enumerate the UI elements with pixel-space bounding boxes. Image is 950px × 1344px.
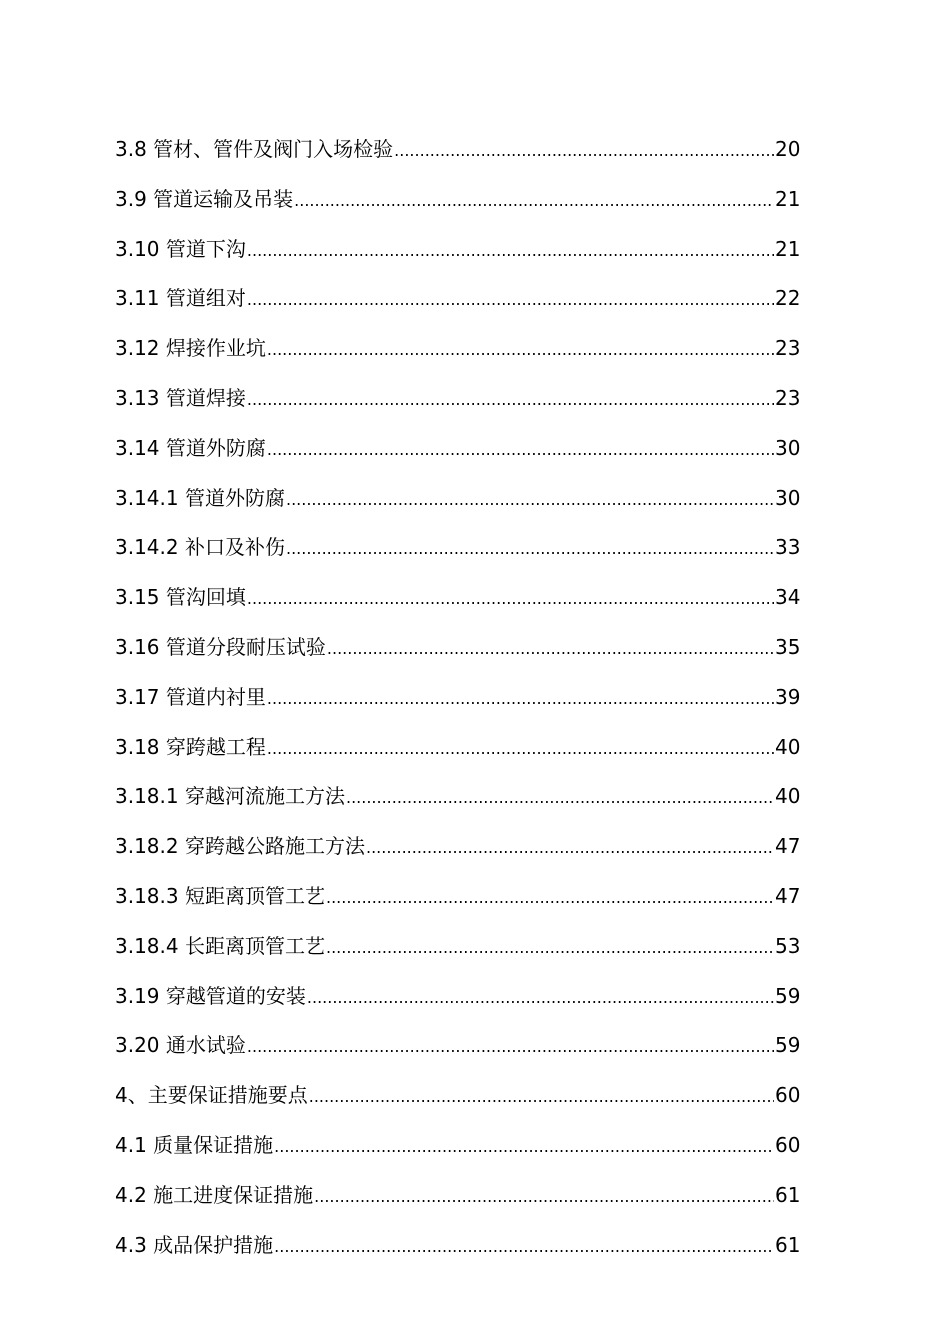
toc-entry[interactable] <box>115 781 805 831</box>
toc-entry[interactable] <box>115 632 805 682</box>
toc-dot-leader <box>314 1182 774 1212</box>
toc-entry-page: 59 <box>775 983 801 1008</box>
toc-entry[interactable] <box>115 1230 805 1280</box>
toc-dot-leader <box>286 534 774 564</box>
toc-entry-title: 4.3 成品保护措施 <box>115 1232 274 1257</box>
toc-entry-title: 3.9 管道运输及吊装 <box>115 186 294 211</box>
toc-entry[interactable] <box>115 184 805 234</box>
toc-entry-title: 3.13 管道焊接 <box>115 385 246 410</box>
toc-entry-title: 3.15 管沟回填 <box>115 585 246 610</box>
toc-dot-leader <box>274 1132 774 1162</box>
toc-entry-title: 3.18.1 穿越河流施工方法 <box>115 784 345 809</box>
toc-entry-page: 34 <box>775 585 801 610</box>
toc-entry-title: 3.14.2 补口及补伤 <box>115 535 285 560</box>
toc-dot-leader <box>294 186 774 216</box>
toc-dot-leader <box>247 285 774 315</box>
toc-dot-leader <box>267 335 774 365</box>
toc-entry[interactable] <box>115 1080 805 1130</box>
toc-dot-leader <box>346 783 774 813</box>
toc-entry[interactable] <box>115 1130 805 1180</box>
toc-entry-page: 61 <box>775 1232 801 1257</box>
toc-entry-title: 3.14.1 管道外防腐 <box>115 485 285 510</box>
toc-entry-page: 23 <box>775 336 801 361</box>
table-of-contents <box>115 134 805 1279</box>
toc-entry-page: 33 <box>775 535 801 560</box>
toc-entry[interactable] <box>115 532 805 582</box>
toc-entry-page: 21 <box>775 236 801 261</box>
toc-entry[interactable] <box>115 582 805 632</box>
toc-entry[interactable] <box>115 234 805 284</box>
toc-entry-title: 4.1 质量保证措施 <box>115 1132 274 1157</box>
toc-entry[interactable] <box>115 881 805 931</box>
toc-entry-title: 3.8 管材、管件及阀门入场检验 <box>115 137 394 161</box>
toc-dot-leader <box>274 1232 774 1262</box>
toc-entry[interactable] <box>115 1030 805 1080</box>
toc-entry-page: 47 <box>775 834 801 859</box>
toc-entry-page: 30 <box>775 435 801 460</box>
toc-entry[interactable] <box>115 134 805 184</box>
toc-dot-leader <box>267 435 774 465</box>
toc-entry[interactable] <box>115 682 805 732</box>
toc-entry-page: 53 <box>775 933 801 958</box>
toc-entry[interactable] <box>115 831 805 881</box>
toc-dot-leader <box>247 236 774 266</box>
toc-entry-page: 47 <box>775 883 801 908</box>
toc-entry-title: 3.20 通水试验 <box>115 1033 246 1058</box>
toc-dot-leader <box>267 684 774 714</box>
toc-entry-title: 3.10 管道下沟 <box>115 236 246 261</box>
toc-entry-title: 3.18.2 穿跨越公路施工方法 <box>115 834 365 859</box>
toc-dot-leader <box>309 1082 774 1112</box>
toc-entry[interactable] <box>115 383 805 433</box>
toc-dot-leader <box>327 634 774 664</box>
toc-entry-page: 23 <box>775 385 801 410</box>
toc-entry-title: 3.18.3 短距离顶管工艺 <box>115 883 325 908</box>
toc-entry-page: 40 <box>775 734 801 759</box>
toc-entry-title: 4、主要保证措施要点 <box>115 1083 308 1108</box>
toc-entry-page: 21 <box>775 186 801 211</box>
toc-entry-title: 3.18 穿跨越工程 <box>115 734 266 759</box>
toc-dot-leader <box>307 983 774 1013</box>
toc-entry-page: 22 <box>775 286 801 311</box>
toc-entry-page: 35 <box>775 634 801 659</box>
toc-entry-page: 40 <box>775 784 801 809</box>
toc-entry[interactable] <box>115 981 805 1031</box>
toc-entry-page: 60 <box>775 1083 801 1108</box>
toc-entry[interactable] <box>115 283 805 333</box>
toc-dot-leader <box>247 1032 774 1062</box>
toc-dot-leader <box>326 933 774 963</box>
toc-dot-leader <box>247 385 774 415</box>
toc-dot-leader <box>286 485 774 515</box>
toc-entry-page: 20 <box>775 137 801 161</box>
toc-entry-title: 4.2 施工进度保证措施 <box>115 1182 314 1207</box>
toc-entry-title: 3.11 管道组对 <box>115 286 246 311</box>
toc-dot-leader <box>326 883 774 913</box>
toc-entry[interactable] <box>115 1180 805 1230</box>
toc-entry-page: 30 <box>775 485 801 510</box>
toc-entry[interactable] <box>115 931 805 981</box>
toc-entry[interactable] <box>115 483 805 533</box>
toc-entry-page: 60 <box>775 1132 801 1157</box>
toc-entry-page: 39 <box>775 684 801 709</box>
toc-dot-leader <box>267 734 774 764</box>
toc-dot-leader <box>394 136 774 166</box>
toc-entry-title: 3.16 管道分段耐压试验 <box>115 634 326 659</box>
toc-entry[interactable] <box>115 333 805 383</box>
toc-entry[interactable] <box>115 732 805 782</box>
toc-dot-leader <box>366 833 774 863</box>
toc-entry-title: 3.12 焊接作业坑 <box>115 336 266 361</box>
toc-entry-page: 59 <box>775 1033 801 1058</box>
toc-entry-title: 3.18.4 长距离顶管工艺 <box>115 933 325 958</box>
toc-entry-page: 61 <box>775 1182 801 1207</box>
toc-dot-leader <box>247 584 774 614</box>
toc-entry-title: 3.17 管道内衬里 <box>115 684 266 709</box>
toc-entry-title: 3.19 穿越管道的安装 <box>115 983 306 1008</box>
toc-entry-title: 3.14 管道外防腐 <box>115 435 266 460</box>
toc-entry[interactable] <box>115 433 805 483</box>
